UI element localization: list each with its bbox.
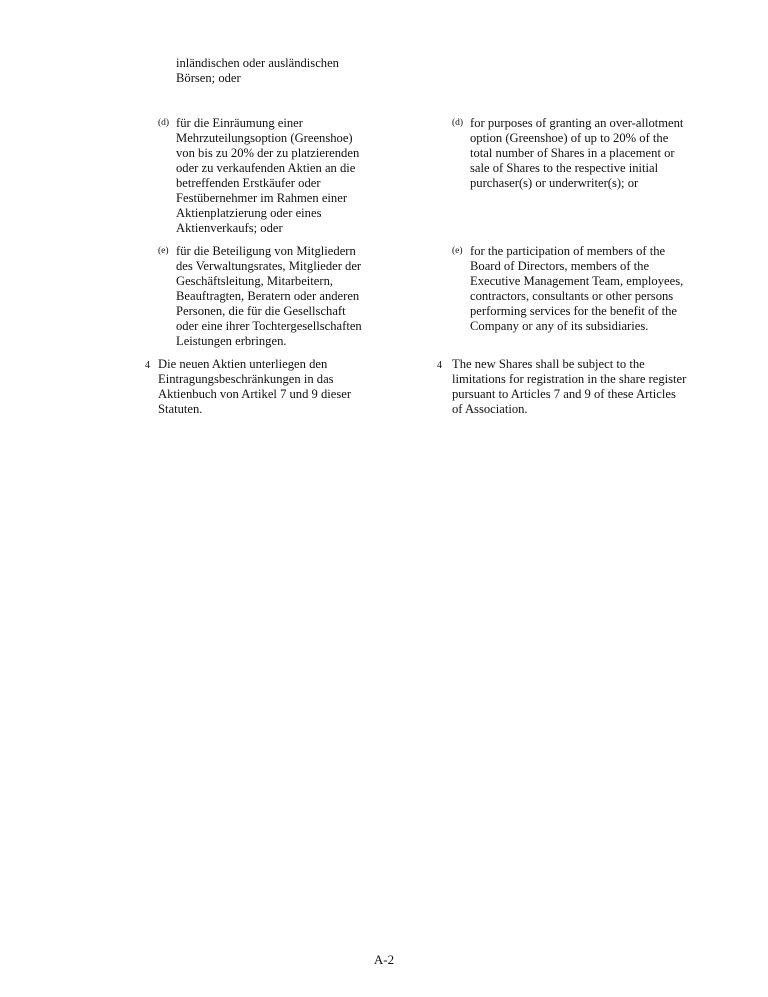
text-line: Personen, die für die Gesellschaft	[176, 304, 346, 318]
left-para-4-label: 4	[145, 360, 150, 371]
text-line: for purposes of granting an over-allotment	[470, 116, 684, 130]
text-line: limitations for registration in the share register	[452, 372, 687, 386]
text-line: option (Greenshoe) of up to 20% of the	[470, 131, 669, 145]
text-line: Board of Directors, members of the	[470, 259, 650, 273]
text-line: Die neuen Aktien unterliegen den	[158, 357, 328, 371]
text-line: Festübernehmer im Rahmen einer	[176, 191, 348, 205]
text-line: oder zu verkaufenden Aktien an die	[176, 161, 356, 175]
right-item-d-label: (d)	[452, 118, 464, 128]
text-line: Eintragungsbeschränkungen in das	[158, 372, 334, 386]
right-para-4-label: 4	[437, 360, 442, 371]
text-line: für die Beteiligung von Mitgliedern	[176, 244, 356, 258]
text-line: betreffenden Erstkäufer oder	[176, 176, 321, 190]
text-line: for the participation of members of the	[470, 244, 666, 258]
text-line: of Association.	[452, 402, 528, 416]
text-line: inländischen oder ausländischen	[176, 56, 339, 70]
text-line: Statuten.	[158, 402, 203, 416]
text-line: sale of Shares to the respective initial	[470, 161, 659, 175]
text-line: total number of Shares in a placement or	[470, 146, 675, 160]
text-line: Beauftragten, Beratern oder anderen	[176, 289, 360, 303]
text-line: Leistungen erbringen.	[176, 334, 287, 348]
text-line: Mehrzuteilungsoption (Greenshoe)	[176, 131, 353, 145]
right-item-e-label: (e)	[452, 246, 463, 256]
left-item-d-text	[176, 116, 359, 236]
right-para-4-text	[452, 357, 686, 417]
text-line: pursuant to Articles 7 and 9 of these Articles	[452, 387, 676, 401]
text-line: Company or any of its subsidiaries.	[470, 319, 649, 333]
page-number: A-2	[373, 952, 395, 967]
left-item-e-text	[176, 244, 362, 349]
text-line: performing services for the benefit of the	[470, 304, 678, 318]
text-line: The new Shares shall be subject to the	[452, 357, 645, 371]
text-line: purchaser(s) or underwriter(s); or	[470, 176, 639, 190]
text-line: oder eine ihrer Tochtergesellschaften	[176, 319, 362, 333]
text-line: Aktienplatzierung oder eines	[176, 206, 322, 220]
text-line: von bis zu 20% der zu platzierenden	[176, 146, 360, 160]
text-line: Aktienverkaufs; oder	[176, 221, 283, 235]
text-line: Börsen; oder	[176, 71, 241, 85]
left-item-d-label: (d)	[158, 118, 170, 128]
right-item-d-text	[470, 116, 683, 191]
text-line: Executive Management Team, employees,	[470, 274, 684, 288]
left-para-4-text	[158, 357, 351, 417]
left-item-e-label: (e)	[158, 246, 169, 256]
text-line: Aktienbuch von Artikel 7 und 9 dieser	[158, 387, 352, 401]
text-line: contractors, consultants or other persons	[470, 289, 674, 303]
right-item-e-text	[470, 244, 683, 334]
text-line: des Verwaltungsrates, Mitglieder der	[176, 259, 362, 273]
text-line: für die Einräumung einer	[176, 116, 303, 130]
text-line: Geschäftsleitung, Mitarbeitern,	[176, 274, 334, 288]
left-continuation	[176, 56, 339, 86]
